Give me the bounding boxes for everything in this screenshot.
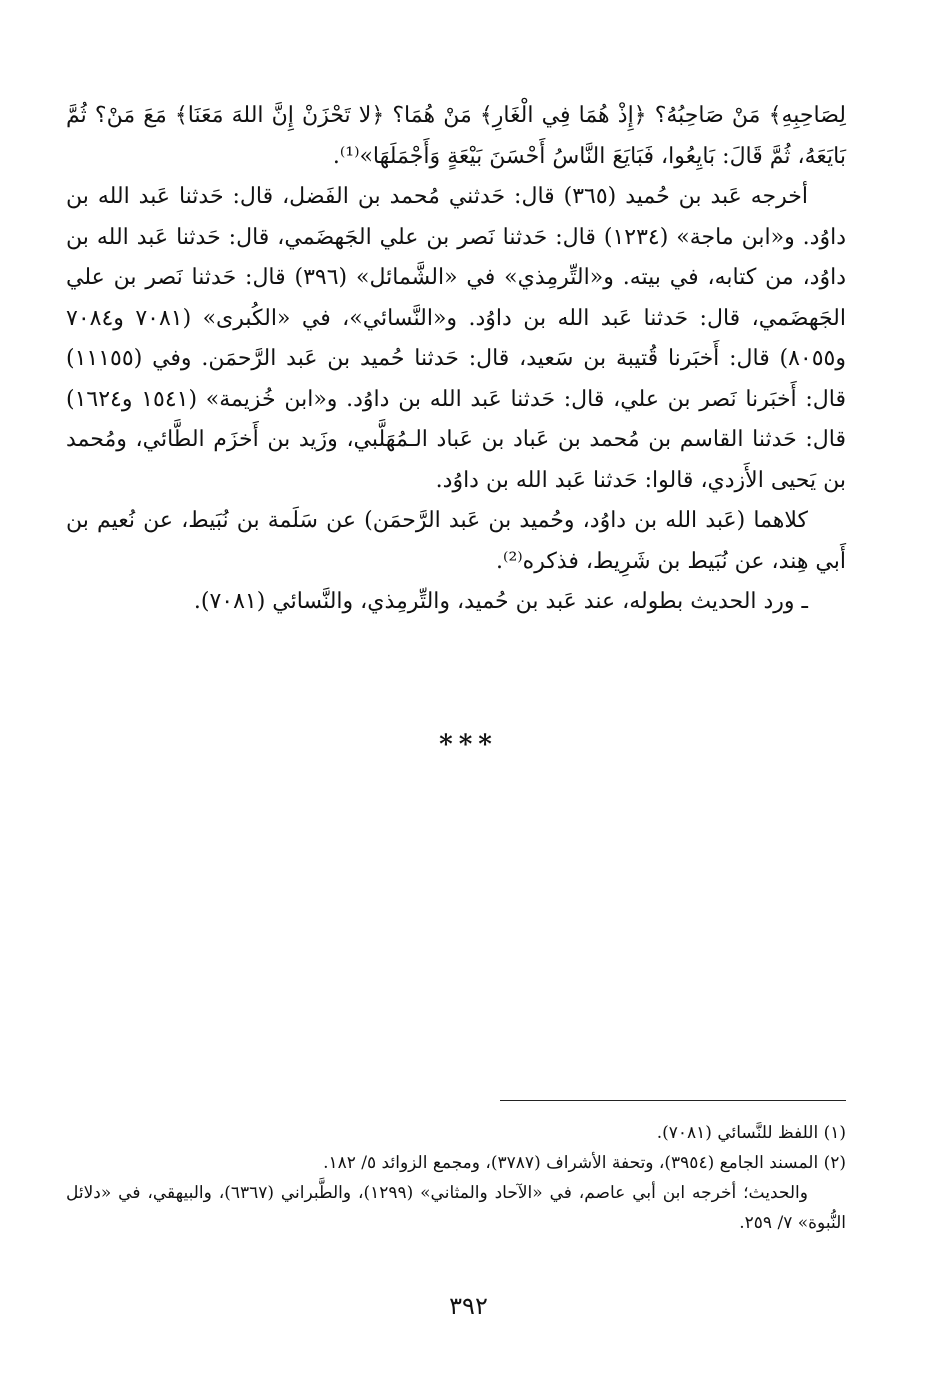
chain-paragraph: كلاهما (عَبد الله بن داوُد، وحُميد بن عَبد الرَّحمَن) عن سَلَمة بن نُبَيط، عن نُعيم بن أَبي هِند، عن نُبَيط بن شَرِيط، فذكره⁽²⁾.: [66, 508, 846, 574]
main-text: [66, 96, 846, 623]
footnote-1: (١) اللفظ للنَّسائي (٧٠٨١).: [656, 1123, 846, 1143]
note-paragraph: ـ ورد الحديث بطوله، عند عَبد بن حُميد، والتِّرمِذي، والنَّسائي (٧٠٨١).: [193, 589, 808, 614]
section-separator: ***: [439, 730, 498, 760]
footnote-2: (٢) المسند الجامع (٣٩٥٤)، وتحفة الأشراف (٣٧٨٧)، ومجمع الزوائد ٥/ ١٨٢.: [323, 1153, 846, 1173]
quote-paragraph: لِصَاحِبِهِ﴾ مَنْ صَاحِبُهُ؟ ﴿إِذْ هُمَا فِي الْغَارِ﴾ مَنْ هُمَا؟ ﴿لا تَحْزَنْ إِنَّ اللهَ مَعَنَا﴾ مَعَ مَنْ؟ ثُمَّ بَايَعَهُ، ثُمَّ قَالَ: بَايِعُوا، فَبَايَعَ النَّاسُ أَحْسَنَ بَيْعَةٍ وَأَجْمَلَهَا»⁽¹⁾.: [66, 103, 846, 169]
takhrij-paragraph: أخرجه عَبد بن حُميد (٣٦٥) قال: حَدثني مُحمد بن الفَضل، قال: حَدثنا عَبد الله بن داوُد. و«ابن ماجة» (١٢٣٤) قال: حَدثنا نَصر بن علي الجَهضَمي، قال: حَدثنا عَبد الله بن داوُد، من كتابه، في بيته. و«التِّرمِذي» في «الشَّمائل» (٣٩٦) قال: حَدثنا نَصر بن علي الجَهضَمي، قال: حَدثنا عَبد الله بن داوُد. و«النَّسائي»، في «الكُبرى» (٧٠٨١ و٧٠٨٤ و٨٠٥٥) قال: أَخبَرنا قُتيبة بن سَعيد، قال: حَدثنا حُميد بن عَبد الرَّحمَن. وفي (١١١٥٥) قال: أَخبَرنا نَصر بن علي، قال: حَدثنا عَبد الله بن داوُد. و«ابن خُزيمة» (١٥٤١ و١٦٢٤) قال: حَدثنا القاسم بن مُحمد بن عَباد بن عَباد الـمُهَلَّبي، وزَيد بن أَخزَم الطَّائي، ومُحمد بن يَحيى الأَزدي، قالوا: حَدثنا عَبد الله بن داوُد.: [66, 184, 847, 493]
page-number: ٣٩٢: [449, 1292, 488, 1320]
footnotes: [66, 1118, 846, 1238]
footnote-2-continuation: والحديث؛ أخرجه ابن أبي عاصم، في «الآحاد والمثاني» (١٢٩٩)، والطَّبراني (٦٣٦٧)، والبيهقي، في «دلائل النُّبوة» ٧/ ٢٥٩.: [66, 1183, 846, 1233]
footnote-divider: [500, 1100, 846, 1101]
